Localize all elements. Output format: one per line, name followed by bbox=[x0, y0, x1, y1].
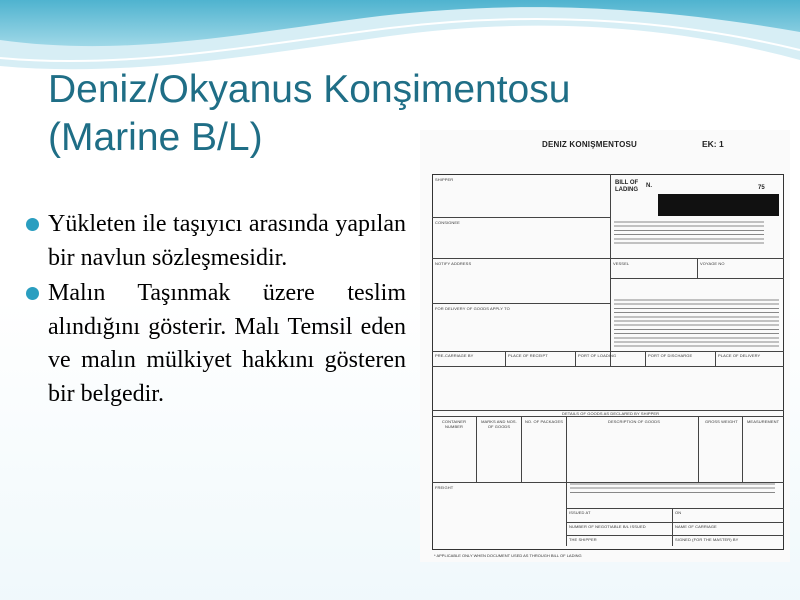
details-label: DETAILS OF GOODS AS DECLARED BY SHIPPER bbox=[562, 411, 660, 416]
bill-number-label: N. bbox=[646, 183, 652, 189]
freight-label: FREIGHT bbox=[435, 485, 454, 490]
form-line bbox=[610, 278, 784, 279]
consignee-label: CONSIGNEE bbox=[435, 220, 460, 225]
form-line bbox=[432, 416, 784, 417]
bullet-dot-icon bbox=[26, 287, 39, 300]
form-line bbox=[505, 351, 506, 366]
bullet-list bbox=[26, 208, 406, 413]
terms-text bbox=[614, 298, 779, 350]
for-delivery-label: FOR DELIVERY OF GOODS APPLY TO bbox=[435, 306, 510, 311]
signed-for-master-label: SIGNED (FOR THE MASTER) BY bbox=[675, 537, 739, 542]
form-line bbox=[697, 258, 698, 278]
document-title: DENIZ KONIŞMENTOSU bbox=[542, 140, 638, 149]
bullet-text: Yükleten ile taşıyıcı arasında yapılan bir navlun sözleşmesidir. bbox=[48, 211, 406, 271]
bullet-text: Malın Taşınmak üzere teslim alındığını gösterir. Malı Temsil eden ve malın mülkiyet hakkını gösteren bir belgedir. bbox=[48, 280, 406, 407]
bill-of-lading-document bbox=[420, 130, 790, 562]
no-of-packages-label: NO. OF PACKAGES bbox=[524, 419, 564, 424]
port-of-loading-label: PORT OF LOADING bbox=[578, 353, 617, 358]
form-line bbox=[432, 303, 610, 304]
bill-number-value: 75 bbox=[758, 185, 765, 191]
form-line bbox=[566, 535, 784, 536]
gross-weight-label: GROSS WEIGHT bbox=[705, 419, 738, 424]
the-shipper-label: THE SHIPPER bbox=[569, 537, 597, 542]
form-line bbox=[698, 416, 699, 482]
bullet-item bbox=[26, 208, 406, 275]
title-line-1: Deniz/Okyanus Konşimentosu bbox=[48, 68, 571, 111]
form-line bbox=[432, 351, 784, 352]
marks-and-nos-label: MARKS AND NOS. OF GOODS bbox=[481, 419, 517, 429]
bill-of-lading-label: BILL OF LADING bbox=[615, 180, 639, 193]
notify-address-label: NOTIFY ADDRESS bbox=[435, 261, 472, 266]
redacted-block bbox=[658, 194, 779, 216]
footnote: * APPLICABLE ONLY WHEN DOCUMENT USED AS THROUGH BILL OF LADING bbox=[434, 553, 582, 558]
form-line bbox=[432, 217, 610, 218]
place-of-delivery-label: PLACE OF DELIVERY bbox=[718, 353, 761, 358]
form-line bbox=[575, 351, 576, 366]
form-line bbox=[566, 508, 784, 509]
name-of-carrier-label: NAME OF CARRIAGE bbox=[675, 524, 717, 529]
title-line-2: (Marine B/L) bbox=[48, 116, 263, 159]
measurement-label: MEASUREMENT bbox=[747, 419, 780, 424]
form-line bbox=[645, 351, 646, 366]
company-info-text bbox=[614, 220, 764, 246]
form-line bbox=[432, 366, 784, 367]
description-label: DESCRIPTION OF GOODS bbox=[608, 419, 661, 424]
form-line bbox=[521, 416, 522, 482]
port-of-discharge-label: PORT OF DISCHARGE bbox=[648, 353, 693, 358]
pre-carriage-label: PRE-CARRIAGE BY bbox=[435, 353, 474, 358]
bullet-item bbox=[26, 277, 406, 411]
bullet-dot-icon bbox=[26, 218, 39, 231]
form-line bbox=[432, 482, 784, 483]
form-line bbox=[672, 508, 673, 546]
form-line bbox=[566, 416, 567, 546]
vessel-label: VESSEL bbox=[613, 261, 630, 266]
document-ek: EK: 1 bbox=[702, 139, 724, 149]
issued-at-label: ISSUED AT bbox=[569, 510, 591, 515]
shipper-label: SHIPPER bbox=[435, 177, 454, 182]
form-line bbox=[610, 174, 611, 366]
form-line bbox=[476, 416, 477, 482]
liability-text bbox=[570, 482, 775, 496]
place-of-receipt-label: PLACE OF RECEIPT bbox=[508, 353, 548, 358]
number-of-bl-label: NUMBER OF NEGOTIABLE B/L ISSUED bbox=[569, 524, 646, 529]
form-line bbox=[742, 416, 743, 482]
on-label: ON bbox=[675, 510, 682, 515]
container-number-label: CONTAINER NUMBER bbox=[441, 419, 467, 429]
form-line bbox=[715, 351, 716, 366]
form-line bbox=[566, 522, 784, 523]
voyage-no-label: VOYAGE NO bbox=[700, 261, 725, 266]
form-line bbox=[432, 258, 784, 259]
